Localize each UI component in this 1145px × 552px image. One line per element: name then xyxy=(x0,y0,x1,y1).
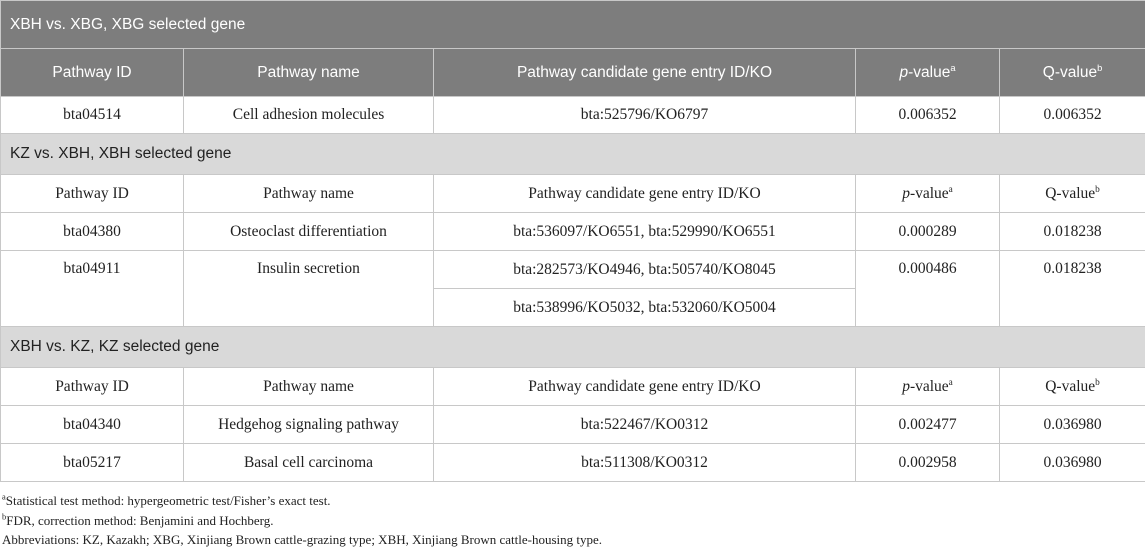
footnote-a: $^a$Statistical test method: hypergeometric test/Fisher’s exact test. xyxy=(2,491,331,508)
header-gene-entry: Pathway candidate gene entry ID/KO xyxy=(434,368,856,406)
cell-pathway-name: Hedgehog signaling pathway xyxy=(184,406,434,444)
section-title: XBH vs. KZ, KZ selected gene xyxy=(1,327,1145,368)
cell-q-value: 0.018238 xyxy=(1000,213,1145,251)
header-p-value: p-value$^a$ xyxy=(856,368,1000,406)
table-row xyxy=(1,251,1145,289)
header-row-1 xyxy=(1,49,1145,97)
cell-p-value: 0.002958 xyxy=(856,444,1000,482)
cell-pathway-id: bta04514 xyxy=(1,97,184,134)
cell-pathway-id: bta04380 xyxy=(1,213,184,251)
cell-q-value: 0.036980 xyxy=(1000,406,1145,444)
cell-pathway-name: Insulin secretion xyxy=(184,251,434,327)
cell-q-value: 0.018238 xyxy=(1000,251,1145,327)
cell-p-value: 0.000486 xyxy=(856,251,1000,327)
header-pathway-id: Pathway ID xyxy=(1,368,184,406)
header-pathway-id: Pathway ID xyxy=(1,175,184,213)
header-q-value: Q-value$^b$ xyxy=(1000,175,1145,213)
cell-pathway-name: Osteoclast differentiation xyxy=(184,213,434,251)
cell-pathway-name: Basal cell carcinoma xyxy=(184,444,434,482)
section-row xyxy=(1,327,1145,368)
table-title-row xyxy=(1,1,1145,49)
header-row xyxy=(1,175,1145,213)
cell-gene-entry: bta:538996/KO5032, bta:532060/KO5004 xyxy=(434,289,856,327)
header-pathway-name: Pathway name xyxy=(184,49,434,97)
header-q-value: Q-value$^b$ xyxy=(1000,368,1145,406)
section-row xyxy=(1,134,1145,175)
header-pathway-name: Pathway name xyxy=(184,175,434,213)
header-p-value: p-value$^a$ xyxy=(856,49,1000,97)
cell-pathway-id: bta05217 xyxy=(1,444,184,482)
cell-gene-entry: bta:525796/KO6797 xyxy=(434,97,856,134)
footnote-abbreviations: Abbreviations: KZ, Kazakh; XBG, Xinjiang Brown cattle-grazing type; XBH, Xinjiang Brown cattle-housing type. xyxy=(2,532,603,547)
cell-p-value: 0.002477 xyxy=(856,406,1000,444)
header-gene-entry: Pathway candidate gene entry ID/KO xyxy=(434,175,856,213)
cell-pathway-id: bta04911 xyxy=(1,251,184,327)
cell-pathway-name: Cell adhesion molecules xyxy=(184,97,434,134)
header-row xyxy=(1,368,1145,406)
cell-q-value: 0.036980 xyxy=(1000,444,1145,482)
header-gene-entry: Pathway candidate gene entry ID/KO xyxy=(434,49,856,97)
table-title: XBH vs. XBG, XBG selected gene xyxy=(1,1,1145,49)
table-row xyxy=(1,406,1145,444)
cell-p-value: 0.006352 xyxy=(856,97,1000,134)
table-row xyxy=(1,97,1145,134)
header-pathway-id: Pathway ID xyxy=(1,49,184,97)
table-row xyxy=(1,213,1145,251)
cell-q-value: 0.006352 xyxy=(1000,97,1145,134)
header-p-value: p-value$^a$ xyxy=(856,175,1000,213)
section-title: KZ vs. XBH, XBH selected gene xyxy=(1,134,1145,175)
table-row xyxy=(1,444,1145,482)
cell-gene-entry: bta:522467/KO0312 xyxy=(434,406,856,444)
cell-p-value: 0.000289 xyxy=(856,213,1000,251)
header-q-value: Q-value$^b$ xyxy=(1000,49,1145,97)
cell-gene-entry: bta:282573/KO4946, bta:505740/KO8045 xyxy=(434,251,856,289)
cell-gene-entry: bta:511308/KO0312 xyxy=(434,444,856,482)
table-footnotes xyxy=(2,491,1142,550)
cell-gene-entry: bta:536097/KO6551, bta:529990/KO6551 xyxy=(434,213,856,251)
cell-pathway-id: bta04340 xyxy=(1,406,184,444)
footnote-b: $^b$FDR, correction method: Benjamini and Hochberg. xyxy=(2,511,274,528)
header-pathway-name: Pathway name xyxy=(184,368,434,406)
